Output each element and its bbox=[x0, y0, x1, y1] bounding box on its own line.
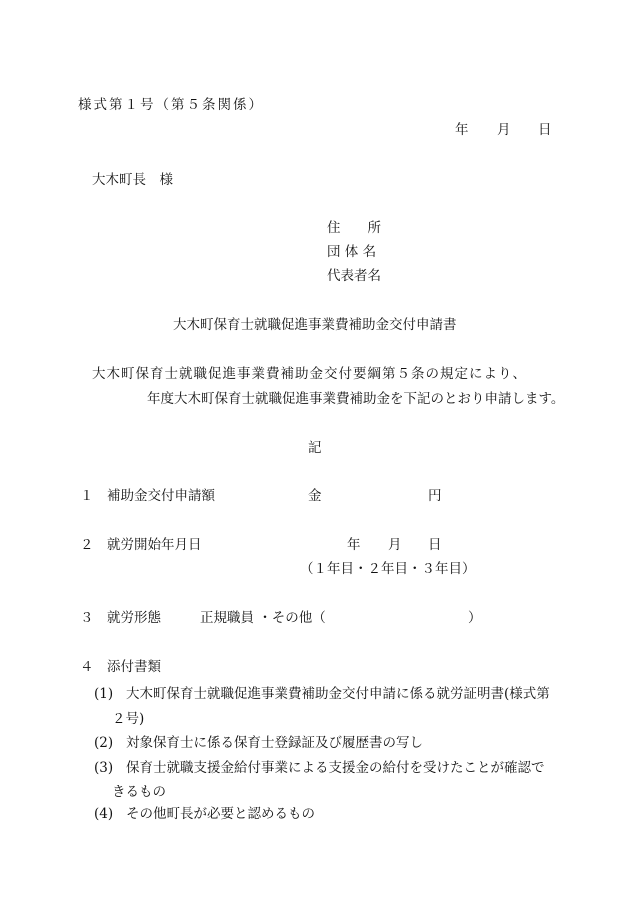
document-title: 大木町保育士就職促進事業費補助金交付申請書 bbox=[173, 317, 457, 333]
item4-label: 添付書類 bbox=[107, 659, 161, 675]
item1-number: １ bbox=[80, 488, 94, 504]
date-year: 年 bbox=[455, 122, 469, 138]
date-month: 月 bbox=[497, 122, 511, 138]
doc3-number: (3) bbox=[94, 760, 114, 776]
item2-note: （１年目・２年目・３年目） bbox=[300, 561, 476, 577]
form-label: 様式第１号（第５条関係） bbox=[78, 97, 264, 113]
doc1-line2: ２号) bbox=[112, 711, 145, 727]
item2-year: 年 bbox=[347, 537, 361, 553]
item2-day: 日 bbox=[428, 537, 442, 553]
rep-label: 代表者名 bbox=[327, 268, 381, 284]
item1-kin: 金 bbox=[308, 488, 322, 504]
item3-close: ） bbox=[468, 610, 482, 626]
item1-yen: 円 bbox=[428, 488, 442, 504]
item2-number: ２ bbox=[80, 537, 94, 553]
date-day: 日 bbox=[538, 122, 552, 138]
doc4-number: (4) bbox=[94, 806, 114, 822]
item3-option: 正規職員 ・その他（ bbox=[200, 610, 326, 626]
item4-number: ４ bbox=[80, 659, 94, 675]
item3-number: ３ bbox=[80, 610, 94, 626]
doc2-number: (2) bbox=[94, 735, 114, 751]
ki-mark: 記 bbox=[308, 440, 322, 456]
doc4-line1: その他町長が必要と認めるもの bbox=[126, 806, 315, 822]
item3-label: 就労形態 bbox=[107, 610, 161, 626]
address-label: 住 所 bbox=[327, 220, 381, 236]
item2-month: 月 bbox=[388, 537, 402, 553]
item1-label: 補助金交付申請額 bbox=[107, 488, 215, 504]
doc3-line1: 保育士就職支援金給付事業による支援金の給付を受けたことが確認で bbox=[126, 760, 545, 776]
doc1-number: (1) bbox=[94, 686, 114, 702]
body-line-2: 年度大木町保育士就職促進事業費補助金を下記のとおり申請します。 bbox=[147, 391, 565, 407]
doc2-line1: 対象保育士に係る保育士登録証及び履歴書の写し bbox=[126, 735, 423, 751]
item2-label: 就労開始年月日 bbox=[107, 537, 202, 553]
addressee: 大木町長 様 bbox=[92, 172, 173, 188]
doc3-line2: きるもの bbox=[112, 784, 166, 800]
org-label: 団 体 名 bbox=[327, 244, 377, 260]
body-line-1: 大木町保育士就職促進事業費補助金交付要綱第５条の規定により、 bbox=[92, 366, 527, 382]
doc1-line1: 大木町保育士就職促進事業費補助金交付申請に係る就労証明書(様式第 bbox=[126, 686, 550, 702]
